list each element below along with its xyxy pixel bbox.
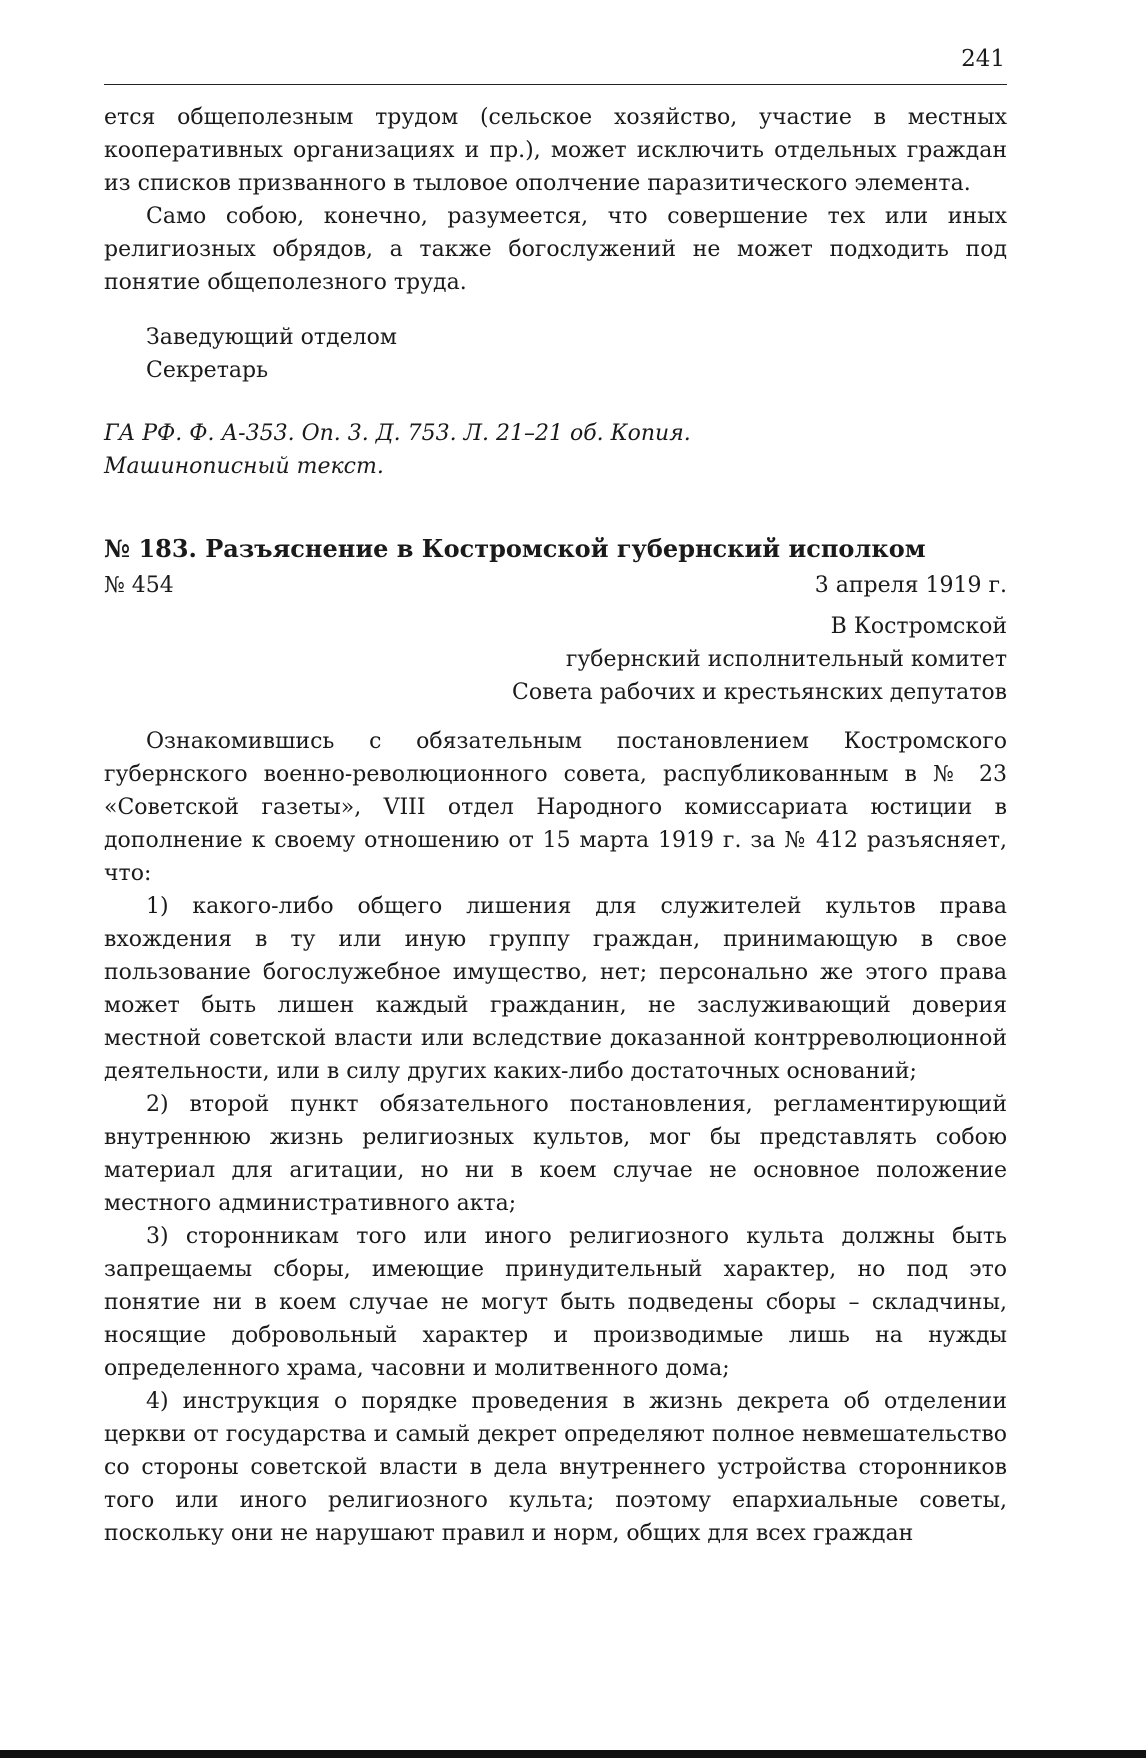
header-rule: [104, 84, 1007, 85]
continuation-paragraph: ется общеполезным трудом (сельское хозяйство, участие в местных кооперативных организациях и пр.), может исключить отдельных граждан из списков призванного в тыловое ополчение паразитического элемента.: [104, 105, 1007, 196]
scan-edge: [0, 1750, 1146, 1758]
document-number: № 454: [104, 573, 174, 598]
body-paragraph: 4) инструкция о порядке проведения в жизнь декрета об отделении церкви от государства и самый декрет определяют полное невмешательство со стороны советской власти в дела внутреннего устройства сторонников того или иного религиозного культа; поэтому епархиальные советы, поскольку они не нарушают правил и норм, общих для всех граждан: [104, 1389, 1007, 1546]
document-title: № 183. Разъяснение в Костромской губернский исполком: [104, 534, 926, 563]
continuation-text: [104, 101, 1007, 299]
body-paragraph: Ознакомившись с обязательным постановлением Костромского губернского военно-революционного совета, распубликованным в № 23 «Советской газеты», VIII отдел Народного комиссариата юстиции в дополнение к своему отношению от 15 марта 1919 г. за № 412 разъясняет, что:: [104, 729, 1007, 886]
archive-reference-line: Машинописный текст.: [104, 454, 384, 479]
archive-reference-line: ГА РФ. Ф. А-353. Оп. 3. Д. 753. Л. 21–21 об. Копия.: [104, 421, 691, 446]
page-number: 241: [961, 46, 1005, 72]
document-date: 3 апреля 1919 г.: [814, 573, 1007, 598]
addressee-line: Совета рабочих и крестьянских депутатов: [512, 680, 1007, 705]
document-body: [104, 725, 1007, 1550]
body-paragraph: 1) какого-либо общего лишения для служителей культов права вхождения в ту или иную группу граждан, принимающую в свое пользование богослужебное имущество, нет; персонально же этого права может быть лишен каждый гражданин, не заслуживающий доверия местной советской власти или вследствие доказанной контрреволюционной деятельности, или в силу других каких-либо достаточных оснований;: [104, 894, 1007, 1084]
signature-secretary: Секретарь: [146, 358, 269, 383]
addressee-line: губернский исполнительный комитет: [565, 647, 1007, 672]
signature-department-head: Заведующий отделом: [146, 325, 397, 350]
addressee-line: В Костромской: [830, 614, 1007, 639]
body-paragraph: 2) второй пункт обязательного постановления, регламентирующий внутреннюю жизнь религиозных культов, мог бы представлять собою материал для агитации, но ни в коем случае не основное положение местного административного акта;: [104, 1092, 1007, 1216]
book-page: [104, 44, 1007, 1550]
archive-reference: [104, 417, 1007, 483]
continuation-paragraph: Само собою, конечно, разумеется, что совершение тех или иных религиозных обрядов, а также богослужений не может подходить под понятие общеполезного труда.: [104, 204, 1007, 295]
body-paragraph: 3) сторонникам того или иного религиозного культа должны быть запрещаемы сборы, имеющие принудительный характер, но под это понятие ни в коем случае не могут быть подведены сборы – складчины, носящие добровольный характер и производимые лишь на нужды определенного храма, часовни и молитвенного дома;: [104, 1224, 1007, 1381]
addressee-block: [104, 610, 1007, 709]
signature-block: [104, 321, 1007, 387]
document-meta: [104, 569, 1007, 602]
